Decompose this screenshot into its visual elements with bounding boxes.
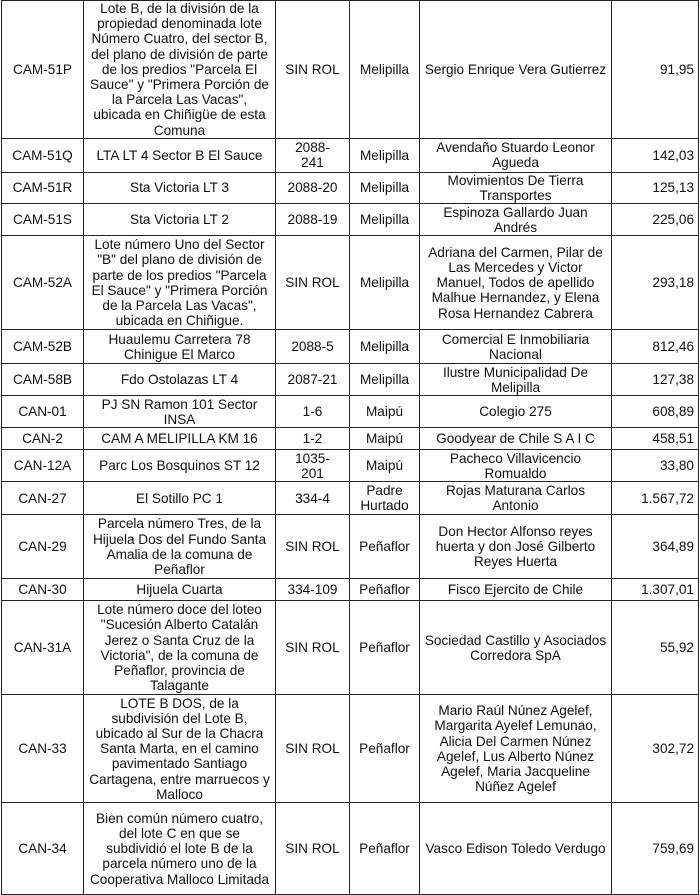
lot-code-cell: CAM-51Q <box>2 138 84 172</box>
description-cell: Lote número Uno del Sector "B" del plano de división de parte de los predios "Parcela El Sauce" y "Primera Porción de la Parcela Las Vacas", ubicada en Chiñigue. <box>84 236 276 330</box>
commune-cell: Melipilla <box>350 172 420 203</box>
area-cell: 458,51 <box>612 428 699 450</box>
rol-cell: SIN ROL <box>276 236 350 330</box>
area-cell: 364,89 <box>612 515 699 579</box>
area-cell: 225,06 <box>612 204 699 236</box>
description-cell: Lote B, de la división de la propiedad denominada lote Número Cuatro, del sector B, del plano de división de parte de los predios "Parcela El Sauce" y "Primera Porción de la Parcela Las Vacas", ubicada en Chiñigüe de esta Comuna <box>84 1 276 139</box>
description-cell: Sta Victoria LT 2 <box>84 204 276 236</box>
table-row <box>2 450 699 482</box>
area-cell: 1.307,01 <box>612 579 699 601</box>
area-cell: 302,72 <box>612 695 699 803</box>
description-cell: El Sotillo PC 1 <box>84 482 276 515</box>
table-row <box>2 515 699 579</box>
table-row <box>2 138 699 172</box>
description-cell: Lote número doce del loteo "Sucesión Alberto Catalán Jerez o Santa Cruz de la Victoria", de la comuna de Peñaflor, provincia de Talagante <box>84 601 276 695</box>
table-row <box>2 204 699 236</box>
lot-code-cell: CAN-31A <box>2 601 84 695</box>
rol-cell: 2088-5 <box>276 330 350 364</box>
table-row <box>2 428 699 450</box>
owner-cell: Adriana del Carmen, Pilar de Las Mercedes y Victor Manuel, Todos de apellido Malhue Hernandez, y Elena Rosa Hernandez Cabrera <box>420 236 612 330</box>
rol-cell: SIN ROL <box>276 803 350 895</box>
description-cell: Parc Los Bosquinos ST 12 <box>84 450 276 482</box>
rol-cell: 1-6 <box>276 396 350 428</box>
table-row <box>2 236 699 330</box>
table-row <box>2 330 699 364</box>
rol-cell: SIN ROL <box>276 601 350 695</box>
rol-cell: SIN ROL <box>276 515 350 579</box>
owner-cell: Movimientos De Tierra Transportes <box>420 172 612 203</box>
owner-cell: Sociedad Castillo y Asociados Corredora SpA <box>420 601 612 695</box>
owner-cell: Mario Raúl Núnez Agelef, Margarita Ayelef Lemunao, Alicia Del Carmen Núnez Agelef, Lus Alberto Núnez Agelef, Maria Jacqueline Núñez Agelef <box>420 695 612 803</box>
commune-cell: Melipilla <box>350 236 420 330</box>
lot-code-cell: CAN-29 <box>2 515 84 579</box>
commune-cell: Peñaflor <box>350 803 420 895</box>
table-row <box>2 364 699 396</box>
commune-cell: Melipilla <box>350 330 420 364</box>
rol-cell: 2088-19 <box>276 204 350 236</box>
rol-cell: 2088-241 <box>276 138 350 172</box>
lot-code-cell: CAN-33 <box>2 695 84 803</box>
lot-code-cell: CAN-27 <box>2 482 84 515</box>
commune-cell: Peñaflor <box>350 601 420 695</box>
description-cell: PJ SN Ramon 101 Sector INSA <box>84 396 276 428</box>
property-table <box>1 0 699 895</box>
rol-cell: SIN ROL <box>276 1 350 139</box>
lot-code-cell: CAN-2 <box>2 428 84 450</box>
lot-code-cell: CAM-51S <box>2 204 84 236</box>
table-row <box>2 579 699 601</box>
table-row <box>2 172 699 203</box>
table-row <box>2 695 699 803</box>
owner-cell: Fisco Ejercito de Chile <box>420 579 612 601</box>
description-cell: Sta Victoria LT 3 <box>84 172 276 203</box>
description-cell: Bien común número cuatro, del lote C en que se subdividió el lote B de la parcela número uno de la Cooperativa Malloco Limitada <box>84 803 276 895</box>
owner-cell: Goodyear de Chile S A I C <box>420 428 612 450</box>
description-cell: Hijuela Cuarta <box>84 579 276 601</box>
commune-cell: Peñaflor <box>350 515 420 579</box>
owner-cell: Sergio Enrique Vera Gutierrez <box>420 1 612 139</box>
owner-cell: Ilustre Municipalidad De Melipilla <box>420 364 612 396</box>
rol-cell: 2087-21 <box>276 364 350 396</box>
area-cell: 91,95 <box>612 1 699 139</box>
table-row <box>2 396 699 428</box>
table-row <box>2 482 699 515</box>
commune-cell: Maipú <box>350 428 420 450</box>
description-cell: Huaulemu Carretera 78 Chinigue El Marco <box>84 330 276 364</box>
commune-cell: Padre Hurtado <box>350 482 420 515</box>
area-cell: 33,80 <box>612 450 699 482</box>
commune-cell: Peñaflor <box>350 695 420 803</box>
rol-cell: 334-109 <box>276 579 350 601</box>
rol-cell: 2088-20 <box>276 172 350 203</box>
lot-code-cell: CAM-51R <box>2 172 84 203</box>
commune-cell: Melipilla <box>350 1 420 139</box>
lot-code-cell: CAM-58B <box>2 364 84 396</box>
description-cell: Fdo Ostolazas LT 4 <box>84 364 276 396</box>
area-cell: 125,13 <box>612 172 699 203</box>
commune-cell: Peñaflor <box>350 579 420 601</box>
commune-cell: Maipú <box>350 450 420 482</box>
area-cell: 293,18 <box>612 236 699 330</box>
lot-code-cell: CAN-34 <box>2 803 84 895</box>
table-body <box>2 1 699 895</box>
rol-cell: SIN ROL <box>276 695 350 803</box>
area-cell: 608,89 <box>612 396 699 428</box>
description-cell: Parcela número Tres, de la Hijuela Dos del Fundo Santa Amalia de la comuna de Peñaflor <box>84 515 276 579</box>
owner-cell: Rojas Maturana Carlos Antonio <box>420 482 612 515</box>
rol-cell: 334-4 <box>276 482 350 515</box>
owner-cell: Don Hector Alfonso reyes huerta y don José Gilberto Reyes Huerta <box>420 515 612 579</box>
owner-cell: Avendaño Stuardo Leonor Agueda <box>420 138 612 172</box>
lot-code-cell: CAM-52B <box>2 330 84 364</box>
area-cell: 812,46 <box>612 330 699 364</box>
lot-code-cell: CAN-30 <box>2 579 84 601</box>
table-row <box>2 601 699 695</box>
commune-cell: Melipilla <box>350 364 420 396</box>
owner-cell: Espinoza Gallardo Juan Andrés <box>420 204 612 236</box>
owner-cell: Colegio 275 <box>420 396 612 428</box>
description-cell: LTA LT 4 Sector B El Sauce <box>84 138 276 172</box>
lot-code-cell: CAN-12A <box>2 450 84 482</box>
area-cell: 142,03 <box>612 138 699 172</box>
commune-cell: Melipilla <box>350 204 420 236</box>
owner-cell: Pacheco Villavicencio Romualdo <box>420 450 612 482</box>
rol-cell: 1-2 <box>276 428 350 450</box>
owner-cell: Vasco Edison Toledo Verdugo <box>420 803 612 895</box>
area-cell: 1.567,72 <box>612 482 699 515</box>
commune-cell: Maipú <box>350 396 420 428</box>
lot-code-cell: CAM-52A <box>2 236 84 330</box>
table-row <box>2 1 699 139</box>
lot-code-cell: CAM-51P <box>2 1 84 139</box>
description-cell: LOTE B DOS, de la subdivisión del Lote B, ubicado al Sur de la Chacra Santa Marta, en el camino pavimentado Santiago Cartagena, entre marruecos y Malloco <box>84 695 276 803</box>
area-cell: 127,38 <box>612 364 699 396</box>
area-cell: 759,69 <box>612 803 699 895</box>
lot-code-cell: CAN-01 <box>2 396 84 428</box>
owner-cell: Comercial E Inmobiliaria Nacional <box>420 330 612 364</box>
rol-cell: 1035-201 <box>276 450 350 482</box>
commune-cell: Melipilla <box>350 138 420 172</box>
description-cell: CAM A MELIPILLA KM 16 <box>84 428 276 450</box>
area-cell: 55,92 <box>612 601 699 695</box>
